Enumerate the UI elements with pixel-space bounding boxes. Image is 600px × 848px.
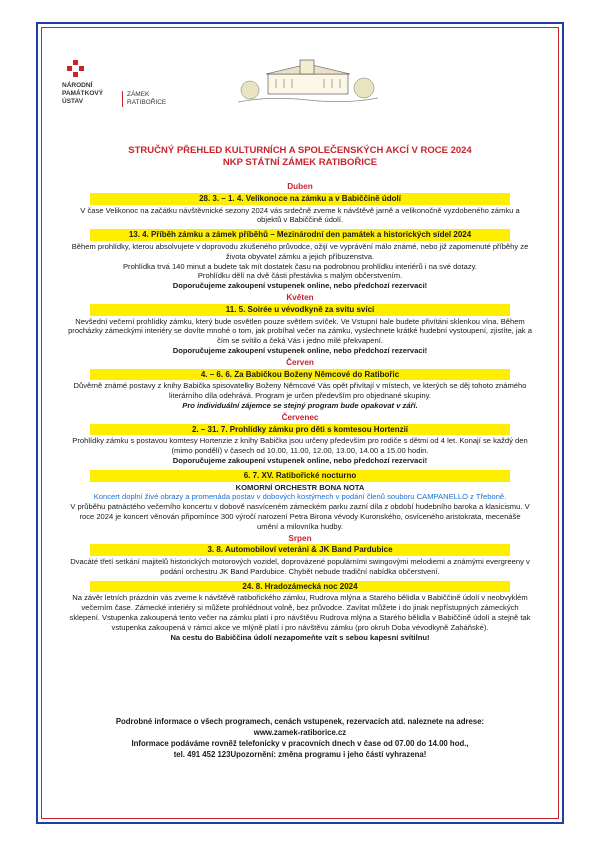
logo-line: RATIBOŘICE	[127, 99, 167, 106]
event-text: Prohlídky zámku s postavou komtesy Hortenzie z knihy Babička jsou určeny především pro rodiče s dětmi od 4 let. Konají se každý den (mimo pondělí) v časech od 10.00, 11.00, 12.00, 13.00, 14.00 a 15.00 hodin.	[72, 436, 528, 456]
month-heading: Červenec	[281, 412, 319, 422]
event-heading: 2. – 31. 7. Prohlídky zámku pro děti s komtesou Hortenzií	[90, 424, 510, 436]
title-line-1: STRUČNÝ PŘEHLED KULTURNÍCH A SPOLEČENSKÝCH AKCÍ V ROCE 2024	[128, 145, 472, 156]
event-subheading: KOMORNÍ ORCHESTR BONA NOTA	[235, 482, 365, 492]
castle-illustration-icon	[238, 58, 378, 104]
event-heading: 24. 8. Hradozámecká noc 2024	[90, 581, 510, 593]
event-heading: 28. 3. – 1. 4. Velikonoce na zámku a v Babiččině údolí	[90, 193, 510, 205]
event-note: Pro individuální zájemce se stejný program bude opakovat v září.	[182, 400, 418, 410]
event-note: Doporučujeme zakoupení vstupenek online, nebo předchozí rezervaci!	[172, 281, 428, 291]
logo-line: ZÁMEK	[127, 91, 150, 98]
logo-line: PAMÁTKOVÝ	[62, 90, 104, 97]
zamek-logo-text	[122, 91, 166, 107]
event-text: Dvacáté třetí setkání majitelů historických motorových vozidel, doprovázené populárními swingovými melodiemi a známými evergreeny v podání orchestru JK Band Pardubice. Chybět nebude tradiční nabídka občerstvení.	[70, 557, 530, 576]
event-note: Na cestu do Babiččina údolí nezapomeňte vzít s sebou kapesní svítilnu!	[170, 632, 430, 642]
month-heading: Květen	[286, 292, 314, 302]
event-heading: 11. 5. Soirée u vévodkyně za svitu svící	[90, 304, 510, 316]
event-heading: 3. 8. Automobiloví veteráni & JK Band Pardubice	[90, 544, 510, 556]
month-heading: Duben	[287, 182, 313, 191]
event-text: Nevšední večerní prohlídky zámku, který bude osvětlen pouze světlem svíček. Ve Vstupní hale budete přivítáni sklenkou vína. Během procházky zámeckými interiéry se dovíte mnohé o tom, jak probíhal večer na zámku, vyslechnete krátké hudební vystoupení, zjistíte, jak a čím se svítilo a čeká Vás i jedno milé překvapení.	[68, 316, 532, 346]
footer-contact: tel. 491 452 123Upozornění: změna programu i jeho částí vyhrazena!	[173, 750, 427, 759]
event-text: Během prohlídky, kterou absolvujete v doprovodu zkušeného průvodce, ožijí ve vyprávění málo známé, nebo již zapomenuté příběhy ze života obyvatel zámku a jejich příbuzenstva.	[71, 241, 529, 261]
footer	[60, 716, 540, 760]
npu-logo-icon	[64, 60, 88, 78]
event-text: V čase Velikonoc na začátku návštěvnické sezony 2024 vás srdečně zveme k návštěvě jarně a velikonočně vyzdobeného zámku a objektů v Babiččině údolí.	[80, 205, 520, 225]
event-heading: 4. – 6. 6. Za Babičkou Boženy Němcové do Ratibořic	[90, 369, 510, 381]
event-text: Na závěr letních prázdnin vás zveme k návštěvě ratibořického zámku, Rudrova mlýna a Starého bělidla v Babiččině údolí v neobvyklém večerním čase. Zámecké interiéry si můžete prohlédnout volně, bez průvodce. Zavítat můžete i do jinak nepřístupných zámeckých sklepení. Vstupenka zakoupená tento večer na zámku platí i pro návštěvu Rudrova mlýna a Starého bělidla v Babiččině údolí a stejně tak vstupenka zakoupená v rámci akce ve mlýně platí i pro návštěvu zámku (pro okruh Doba vévodkyně Zaháňské).	[69, 593, 531, 632]
npu-logo	[62, 58, 182, 118]
event-text: Prohlídku dělí na dvě části přestávka s malým občerstvením.	[197, 271, 403, 281]
event-highlight: Koncert doplní živé obrazy a promenáda postav v dobových kostýmech v podání členů souboru CAMPANELLO z Třeboně.	[93, 492, 507, 502]
logo-line: NÁRODNÍ	[62, 82, 93, 89]
title-line-2: NKP STÁTNÍ ZÁMEK RATIBOŘICE	[222, 157, 378, 168]
logo-line: ÚSTAV	[62, 98, 84, 105]
event-note: Doporučujeme zakoupení vstupenek online, nebo předchozí rezervaci!	[172, 345, 428, 355]
header	[62, 58, 532, 128]
npu-logo-text	[62, 82, 103, 106]
event-heading: 6. 7. XV. Ratibořické nocturno	[90, 470, 510, 482]
events-list	[60, 180, 540, 642]
footer-info: Podrobné informace o všech programech, cenách vstupenek, rezervacích atd. naleznete na adrese:	[115, 717, 485, 726]
event-text: Prohlídka trvá 140 minut a budete tak mít dostatek času na podrobnou prohlídku interiérů i na své dotazy.	[122, 261, 478, 271]
event-note: Doporučujeme zakoupení vstupenek online, nebo předchozí rezervaci!	[172, 455, 428, 465]
footer-info: Informace podáváme rovněž telefonicky v pracovních dnech v čase od 07.00 do 14.00 hod.,	[131, 739, 469, 748]
event-heading: 13. 4. Příběh zámku a zámek příběhů – Mezinárodní den památek a historických sídel 2024	[90, 229, 510, 241]
event-text: Důvěrně známé postavy z knihy Babička spisovatelky Boženy Němcové Vás opět přivítají v místech, ve kterých se děj tohoto známého literárního díla odehrává. Program je určen především pro objednané skupiny.	[73, 381, 527, 401]
month-heading: Červen	[286, 357, 314, 367]
website-link[interactable]: www.zamek-ratiborice.cz	[253, 728, 347, 737]
event-text: V průběhu patnáctého večerního koncertu v dobově nasvíceném zámeckém parku zazní díla z období hudebního baroka a klasicismu. V roce 2024 je koncert věnován připomínce 300 výročí narození Petra Birona vévody Kuronského, osvíceného aristokrata, mecenáše umění a milovníka hudby.	[70, 502, 530, 531]
month-heading: Srpen	[288, 533, 312, 543]
document-title	[60, 145, 540, 169]
